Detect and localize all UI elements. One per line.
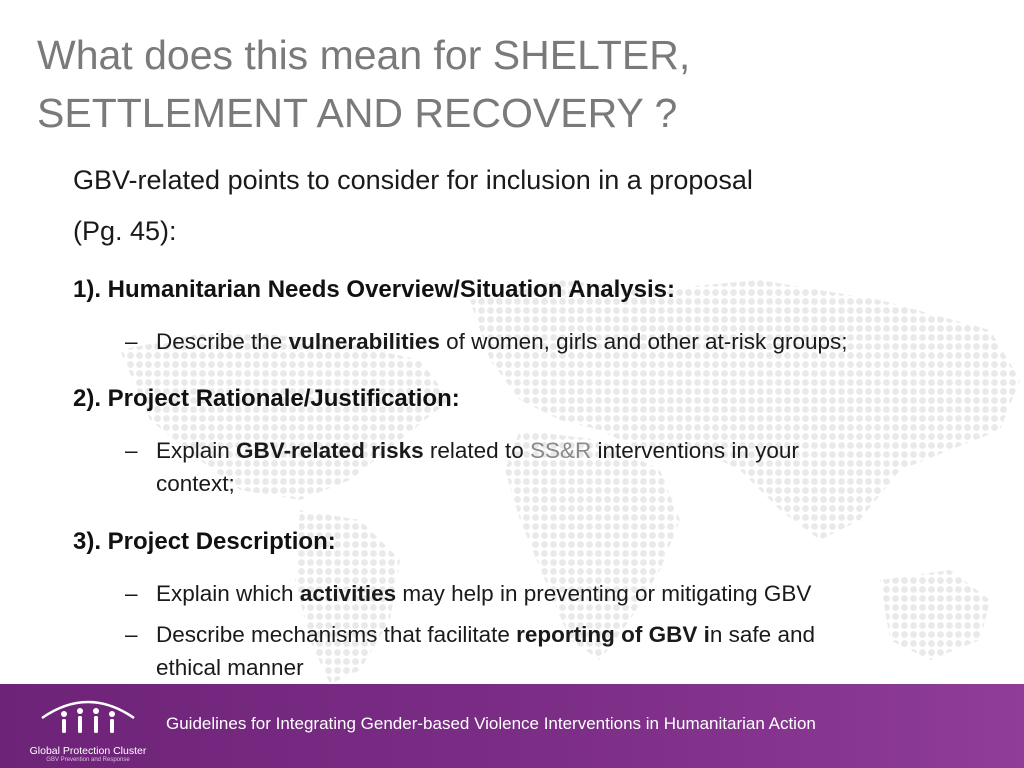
ssr-acronym: SS&R bbox=[529, 438, 592, 463]
bullet-emphasis: reporting of GBV i bbox=[516, 622, 710, 647]
bullet-item bbox=[125, 618, 965, 684]
slide-subtitle bbox=[73, 155, 953, 257]
dash-bullet: – bbox=[125, 622, 138, 647]
bullet-text: Explain GBV-related risks related to SS&R interventions in your context; bbox=[156, 438, 799, 496]
section-heading-project-description: 3). Project Description: bbox=[73, 528, 336, 555]
title-line-2: SETTLEMENT AND RECOVERY ? bbox=[37, 90, 678, 136]
footer-guidelines-text: Guidelines for Integrating Gender-based Violence Interventions in Humanitarian Action bbox=[166, 714, 816, 733]
section-heading-needs-overview: 1). Humanitarian Needs Overview/Situation Analysis: bbox=[73, 276, 675, 303]
people-arc-icon bbox=[34, 692, 142, 744]
bullet-emphasis: vulnerabilities bbox=[288, 329, 440, 354]
dash-bullet: – bbox=[125, 581, 138, 606]
dash-bullet: – bbox=[125, 329, 138, 354]
bullet-text: Describe mechanisms that facilitate reporting of GBV in safe and ethical manner bbox=[156, 622, 815, 680]
bullet-text: Explain which activities may help in preventing or mitigating GBV bbox=[156, 581, 812, 606]
bullet-item bbox=[125, 577, 965, 610]
logo-name: Global Protection Cluster bbox=[29, 745, 147, 757]
slide-title bbox=[37, 26, 997, 142]
title-line-1: What does this mean for SHELTER, bbox=[37, 32, 691, 78]
subtitle-line-1: GBV-related points to consider for inclusion in a proposal bbox=[73, 165, 753, 195]
bullet-item bbox=[125, 325, 965, 358]
dash-bullet: – bbox=[125, 438, 138, 463]
subtitle-line-2: (Pg. 45): bbox=[73, 216, 177, 246]
bullet-item bbox=[125, 434, 965, 500]
bullet-emphasis: activities bbox=[299, 581, 397, 606]
bullet-text: Describe the vulnerabilities of women, girls and other at-risk groups; bbox=[156, 329, 848, 354]
global-protection-cluster-logo bbox=[28, 692, 148, 764]
section-heading-rationale: 2). Project Rationale/Justification: bbox=[73, 385, 460, 412]
logo-tagline: GBV Prevention and Response bbox=[46, 757, 130, 763]
bullet-emphasis: GBV-related risks bbox=[236, 438, 424, 463]
footer-banner bbox=[0, 684, 1024, 768]
